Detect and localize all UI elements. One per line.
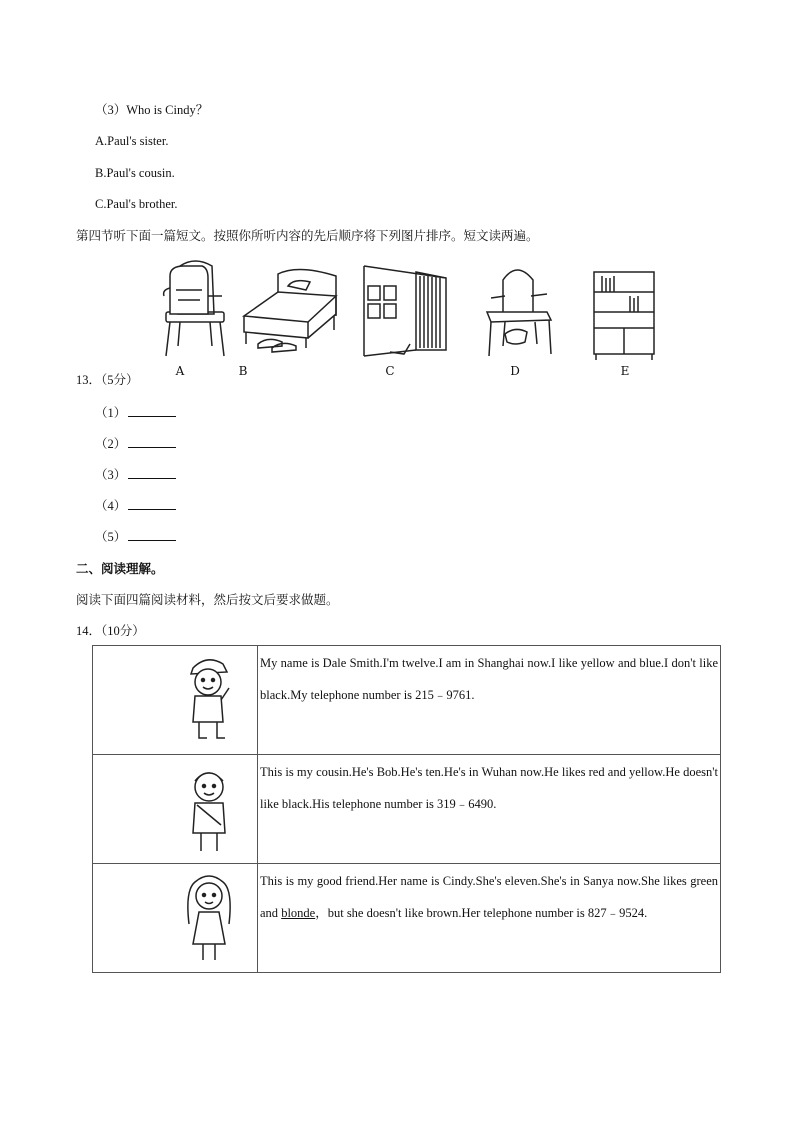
section-4-instruction: 第四节听下面一篇短文。按照你所听内容的先后顺序将下列图片排序。短文读两遍。 xyxy=(76,229,539,243)
answer-line-5: （5） xyxy=(95,528,176,545)
image-cell xyxy=(93,755,258,864)
answer-blank-2[interactable] xyxy=(128,435,176,448)
text-cell: This is my good friend.Her name is Cindy.She's eleven.She's in Sanya now.She likes green and blonde，but she doesn't like brown.Her telephone number is 827﹣9524. xyxy=(258,864,721,973)
text-cell: This is my cousin.He's Bob.He's ten.He's in Wuhan now.He likes red and yellow.He doesn't like black.His telephone number is 319﹣6490. xyxy=(258,755,721,864)
bed-with-shoes-icon xyxy=(238,256,348,360)
boy-with-cap-icon xyxy=(181,652,237,746)
bookcase-icon xyxy=(590,256,680,360)
option-c: C.Paul's brother. xyxy=(95,197,178,211)
picture-row xyxy=(150,256,670,386)
question-13-number: 13．（5分） xyxy=(76,373,139,387)
picture-label-b: B xyxy=(238,364,248,378)
table-row xyxy=(93,864,721,973)
part-2-heading: 二、阅读理解。 xyxy=(76,562,164,576)
answer-line-1: （1） xyxy=(95,404,176,421)
answer-line-2: （2） xyxy=(95,435,176,452)
picture-label-a: A xyxy=(175,364,185,378)
text-cell: My name is Dale Smith.I'm twelve.I am in Shanghai now.I like yellow and blue.I don't like black.My telephone number is 215﹣9761. xyxy=(258,646,721,755)
image-cell xyxy=(93,864,258,973)
answer-blank-4[interactable] xyxy=(128,497,176,510)
option-a: A.Paul's sister. xyxy=(95,134,169,148)
answer-line-4: （4） xyxy=(95,497,176,514)
boy-with-bag-icon xyxy=(181,761,237,855)
picture-label-e: E xyxy=(620,364,630,378)
wall-pictures-and-door-icon xyxy=(360,256,450,360)
picture-a xyxy=(150,256,240,378)
option-b: B.Paul's cousin. xyxy=(95,166,175,180)
chair-with-item-underneath-icon xyxy=(475,256,565,360)
girl-with-long-hair-icon xyxy=(181,870,237,964)
answer-blank-1[interactable] xyxy=(128,404,176,417)
underlined-word: blonde xyxy=(281,905,316,920)
part-2-instruction: 阅读下面四篇阅读材料，然后按文后要求做题。 xyxy=(76,593,339,607)
table-row xyxy=(93,755,721,864)
picture-e xyxy=(590,256,680,378)
answer-line-3: （3） xyxy=(95,466,176,483)
picture-d xyxy=(475,256,565,378)
picture-label-d: D xyxy=(510,364,520,378)
picture-b xyxy=(238,256,348,378)
picture-label-c: C xyxy=(385,364,395,378)
question-3: （3）Who is Cindy？ xyxy=(95,103,209,117)
chair-with-schoolbag-icon xyxy=(150,256,240,360)
image-cell xyxy=(93,646,258,755)
answer-blank-3[interactable] xyxy=(128,466,176,479)
picture-c xyxy=(360,256,450,378)
answer-blank-5[interactable] xyxy=(128,528,176,541)
table-row xyxy=(93,646,721,755)
question-14-number: 14．（10分） xyxy=(76,624,145,638)
reading-table xyxy=(92,645,721,973)
